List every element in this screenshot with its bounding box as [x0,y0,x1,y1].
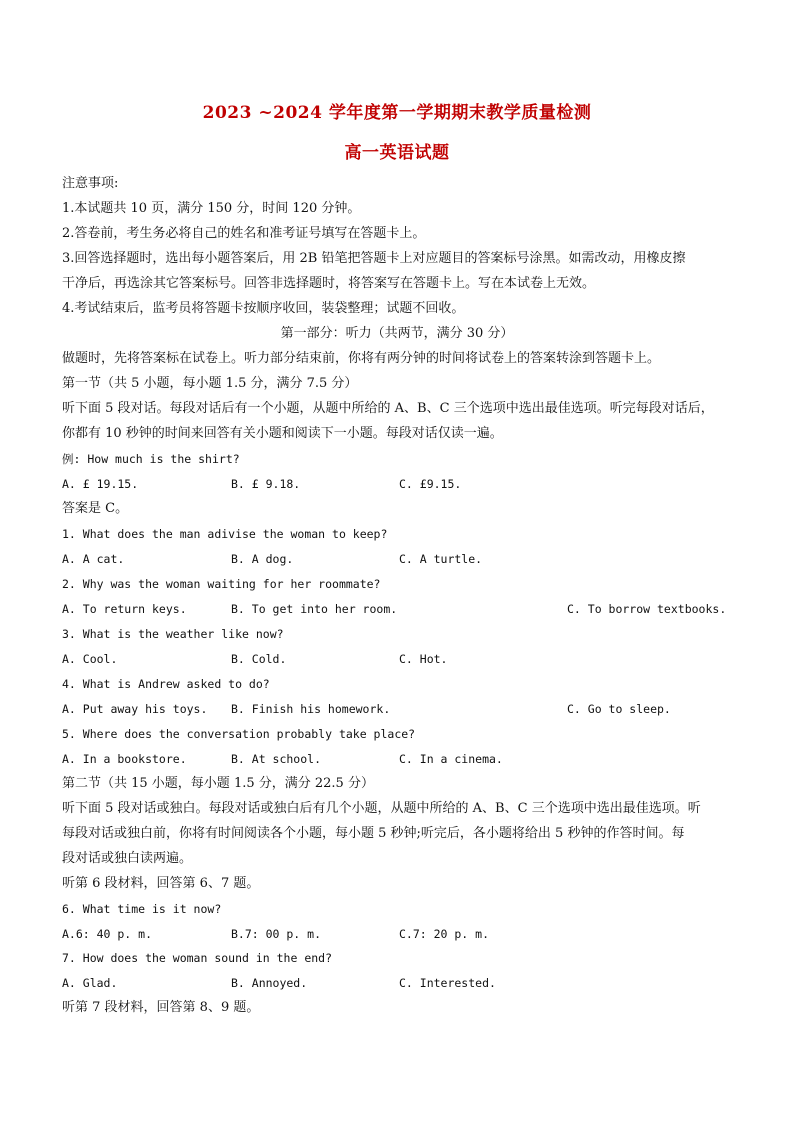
example-option-a: A. £ 19.15. [62,477,139,491]
material-6-heading: 听第 6 段材料，回答第 6、7 题。 [62,876,260,891]
q3-option-b: B. Cold. [231,652,287,666]
example-option-b: B. £ 9.18. [231,477,301,491]
notice-line: 2.答卷前，考生务必将自己的姓名和准考证号填写在答题卡上。 [62,226,426,241]
question-6: 6. What time is it now? [62,902,222,916]
q2-option-a: A. To return keys. [62,602,187,616]
q1-option-c: C. A turtle. [399,552,483,566]
question-5: 5. Where does the conversation probably take place? [62,727,416,741]
q7-option-c: C. Interested. [399,976,496,990]
notice-heading: 注意事项: [62,176,119,191]
notice-line: 4.考试结束后，监考员将答题卡按顺序收回，装袋整理；试题不回收。 [62,301,465,316]
material-7-heading: 听第 7 段材料，回答第 8、9 题。 [62,1000,260,1015]
notice-line: 3.回答选择题时，选出每小题答案后，用 2B 铅笔把答题卡上对应题目的答案标号涂黑。如需改动，用橡皮擦 [62,251,686,266]
section2-intro: 段对话或独白读两遍。 [62,851,193,866]
q3-option-c: C. Hot. [399,652,448,666]
section1-intro: 你都有 10 秒钟的时间来回答有关小题和阅读下一小题。每段对话仅读一遍。 [62,426,503,441]
q7-option-a: A. Glad. [62,976,118,990]
q6-option-c: C.7: 20 p. m. [399,927,490,941]
q4-option-c: C. Go to sleep. [567,702,671,716]
q6-option-b: B.7: 00 p. m. [231,927,322,941]
exam-subtitle: 高一英语试题 [344,143,450,163]
q5-option-b: B. At school. [231,752,322,766]
notice-line: 干净后，再选涂其它答案标号。回答非选择题时，将答案写在答题卡上。写在本试卷上无效。 [62,276,596,291]
q1-option-b: B. A dog. [231,552,294,566]
part1-heading: 第一部分：听力（共两节，满分 30 分） [280,326,514,341]
example-answer: 答案是 C。 [62,501,129,516]
q3-option-a: A. Cool. [62,652,118,666]
section1-heading: 第一节（共 5 小题，每小题 1.5 分，满分 7.5 分） [62,376,358,391]
question-2: 2. Why was the woman waiting for her roommate? [62,577,381,591]
section2-heading: 第二节（共 15 小题，每小题 1.5 分，满分 22.5 分） [62,776,374,791]
example-option-c: C. £9.15. [399,477,462,491]
question-7: 7. How does the woman sound in the end? [62,951,333,965]
question-1: 1. What does the man adivise the woman to keep? [62,527,388,541]
section2-intro: 每段对话或独白前，你将有时间阅读各个小题，每小题 5 秒钟;听完后，各小题将给出 5 秒钟的作答时间。每 [62,826,685,841]
q5-option-a: A. In a bookstore. [62,752,187,766]
q4-option-a: A. Put away his toys. [62,702,208,716]
q6-option-a: A.6: 40 p. m. [62,927,153,941]
q1-option-a: A. A cat. [62,552,125,566]
section1-intro: 听下面 5 段对话。每段对话后有一个小题，从题中所给的 A、B、C 三个选项中选出最佳选项。听完每段对话后， [62,401,714,416]
exam-title: 2023 ~2024 学年度第一学期期末教学质量检测 [202,103,592,123]
section2-intro: 听下面 5 段对话或独白。每段对话或独白后有几个小题，从题中所给的 A、B、C 三个选项中选出最佳选项。听 [62,801,701,816]
notice-line: 1.本试题共 10 页，满分 150 分，时间 120 分钟。 [62,201,361,216]
q7-option-b: B. Annoyed. [231,976,308,990]
part1-intro: 做题时，先将答案标在试卷上。听力部分结束前，你将有两分钟的时间将试卷上的答案转涂到答题卡上。 [62,351,661,366]
q2-option-b: B. To get into her room. [231,602,398,616]
q2-option-c: C. To borrow textbooks. [567,602,727,616]
question-4: 4. What is Andrew asked to do? [62,677,270,691]
q4-option-b: B. Finish his homework. [231,702,391,716]
example-question: 例: How much is the shirt? [62,452,240,466]
question-3: 3. What is the weather like now? [62,627,284,641]
q5-option-c: C. In a cinema. [399,752,503,766]
